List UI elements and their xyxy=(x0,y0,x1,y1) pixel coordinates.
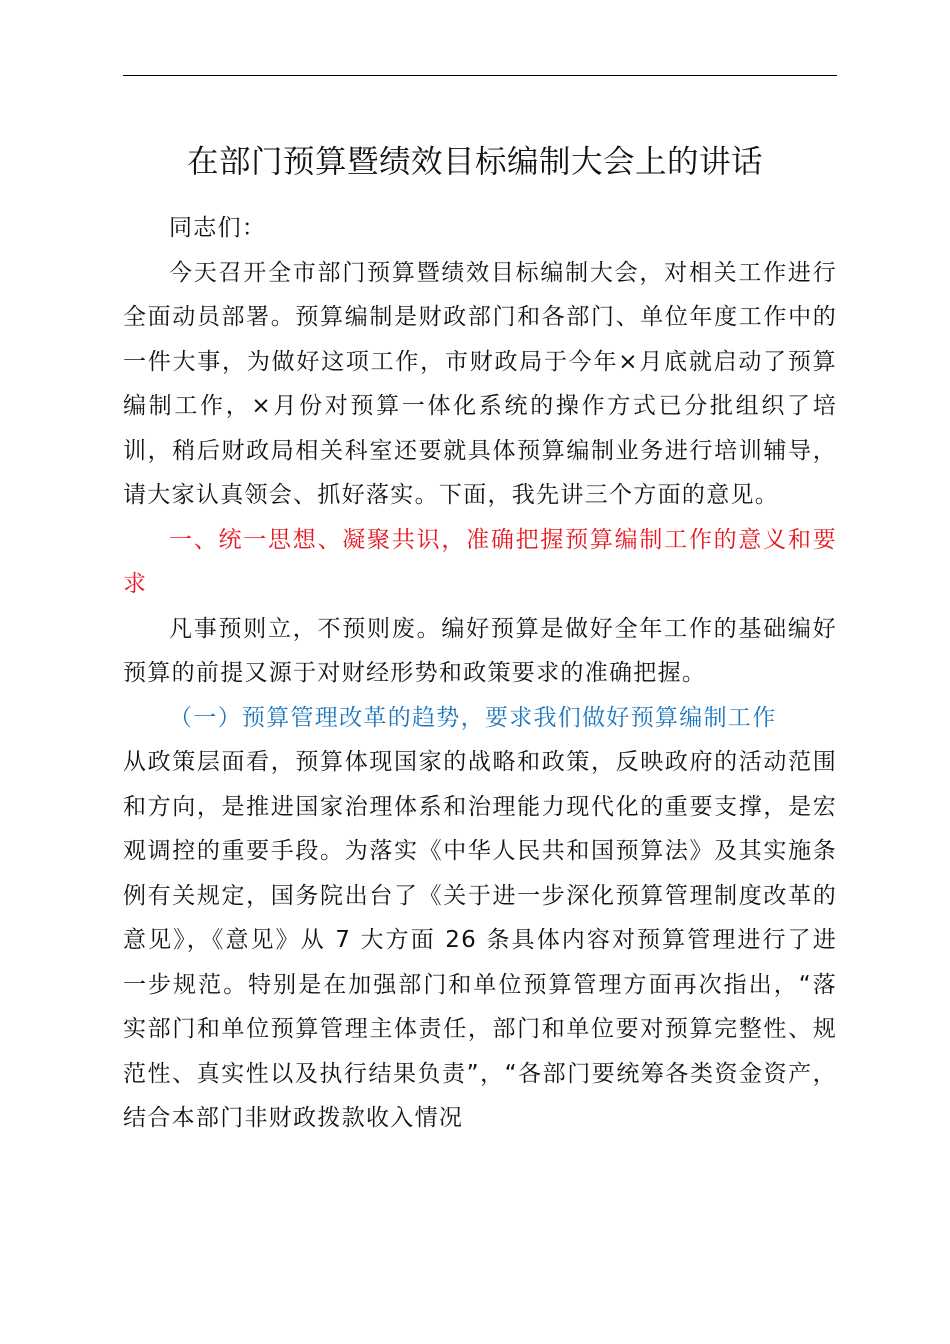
paragraph-section-1-intro: 凡事预则立，不预则废。编好预算是做好全年工作的基础编好预算的前提又源于对财经形势和政策要求的准确把握。 xyxy=(123,615,837,686)
salutation: 同志们： xyxy=(169,215,267,241)
paragraph-policy: 从政策层面看，预算体现国家的战略和政策，反映政府的活动范围和方向，是推进国家治理体系和治理能力现代化的重要支撑，是宏观调控的重要手段。为落实《中华人民共和国预算法》及其实施条例有关规定，国务院出台了《关于进一步深化预算管理制度改革的意见》，《意见》从 7 大方面 26 条具体内容对预算管理进行了进一步规范。特别是在加强部门和单位预算管理方面再次指出，“落实部门和单位预算管理主体责任，部门和单位要对预算完整性、规范性、真实性以及执行结果负责”，“各部门要统筹各类资金资产，结合本部门非财政拨款收入情况 xyxy=(123,749,837,1131)
header-rule xyxy=(123,75,837,76)
section-heading-1: 一、统一思想、凝聚共识，准确把握预算编制工作的意义和要求 xyxy=(123,526,837,597)
subsection-heading-1: （一）预算管理改革的趋势，要求我们做好预算编制工作 xyxy=(169,704,777,731)
document-body xyxy=(123,206,837,1141)
paragraph-opening: 今天召开全市部门预算暨绩效目标编制大会，对相关工作进行全面动员部署。预算编制是财政部门和各部门、单位年度工作中的一件大事，为做好这项工作，市财政局于今年×月底就启动了预算编制工作，×月份对预算一体化系统的操作方式已分批组织了培训，稍后财政局相关科室还要就具体预算编制业务进行培训辅导，请大家认真领会、抓好落实。下面，我先讲三个方面的意见。 xyxy=(123,259,837,508)
document-title: 在部门预算暨绩效目标编制大会上的讲话 xyxy=(186,144,763,180)
